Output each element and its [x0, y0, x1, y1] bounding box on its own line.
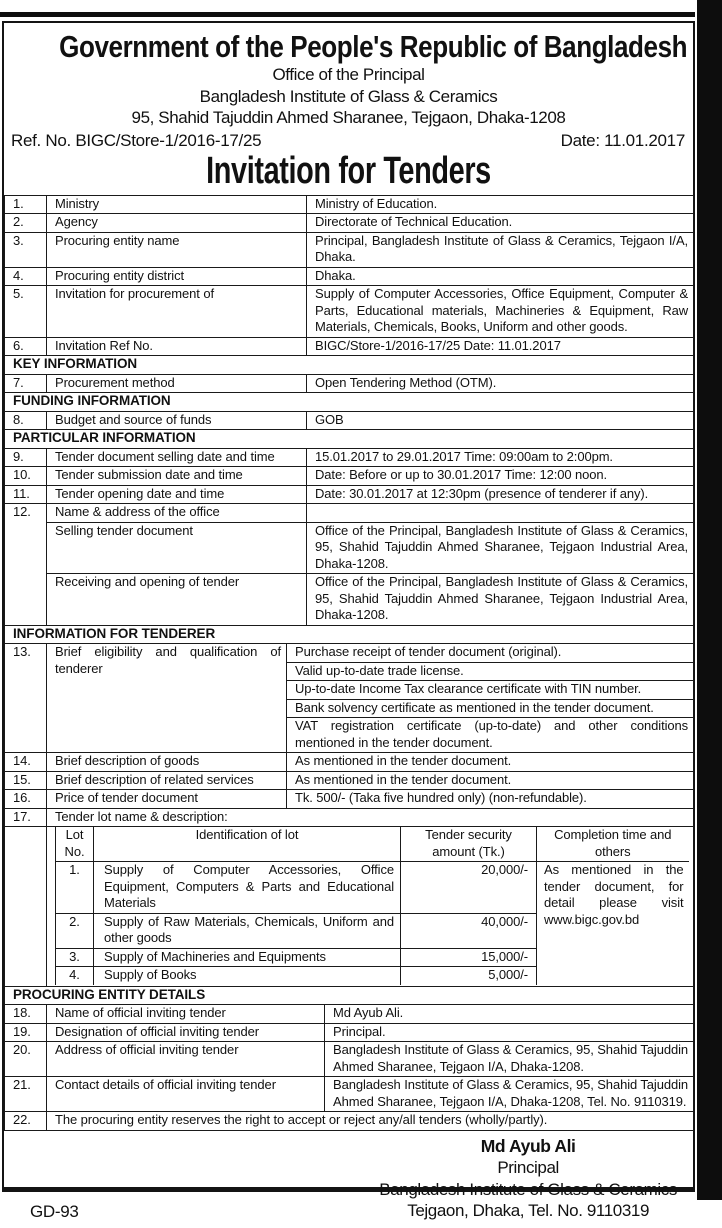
table-row: [5, 267, 694, 286]
table-subrow: [5, 522, 694, 574]
table-row: [5, 504, 694, 523]
section-row: [5, 986, 694, 1005]
lot-completion-note: As mentioned in the tender document, for detail please visit www.bigc.gov.bd: [537, 862, 689, 985]
lot-number: 3.: [56, 948, 94, 967]
row-number: 8.: [5, 411, 47, 430]
row-value: Bangladesh Institute of Glass & Ceramics, 95, Shahid Tajuddin Ahmed Sharanee, Tejgaon I/A, Dhaka-1208.: [325, 1042, 694, 1077]
row-value: Office of the Principal, Bangladesh Institute of Glass & Ceramics, 95, Shahid Tajuddin Ahmed Sharanee, Tejgaon Industrial Area, Dhaka-1208.: [307, 574, 694, 626]
lot-number: 1.: [56, 862, 94, 914]
table-row: [5, 771, 694, 790]
signatory-name: Md Ayub Ali: [480, 1135, 576, 1156]
section-row: [5, 356, 694, 375]
lot-col-header-identification: Identification of lot: [94, 827, 401, 862]
ref-date-line: [4, 129, 693, 151]
row-label: Procuring entity name: [47, 232, 307, 267]
section-header-key-information: KEY INFORMATION: [5, 356, 694, 375]
table-row: [5, 790, 694, 809]
row-label: Brief description of related services: [47, 771, 287, 790]
row-value-empty: [307, 504, 694, 523]
address-line: 95, Shahid Tajuddin Ahmed Sharanee, Tejgaon, Dhaka-1208: [131, 108, 566, 127]
lot-security-amount: 15,000/-: [401, 948, 537, 967]
table-row: [5, 808, 694, 827]
row-value: Principal, Bangladesh Institute of Glass & Ceramics, Tejgaon I/A, Dhaka.: [307, 232, 694, 267]
row-label: Procurement method: [47, 374, 307, 393]
tender-notice-page: [2, 21, 695, 1221]
right-margin-bar: [697, 0, 722, 1200]
table-row: [5, 232, 694, 267]
row-value: Md Ayub Ali.: [325, 1005, 694, 1024]
row-label: Price of tender document: [47, 790, 287, 809]
table-row: [5, 1112, 694, 1131]
lot-col-header-security: Tender security amount (Tk.): [401, 827, 537, 862]
row-number: 21.: [5, 1077, 47, 1112]
row-number: 16.: [5, 790, 47, 809]
lot-gap-cell: [5, 827, 47, 987]
row-number: 19.: [5, 1023, 47, 1042]
table-row: [5, 467, 694, 486]
row-label: Contact details of official inviting tender: [47, 1077, 325, 1112]
table-row: [5, 753, 694, 772]
table-row: [5, 485, 694, 504]
row-value: Ministry of Education.: [307, 195, 694, 214]
lot-header-row: [56, 827, 689, 862]
section-header-particular-information: PARTICULAR INFORMATION: [5, 430, 694, 449]
row-label: Tender lot name & description:: [47, 808, 694, 827]
row-value: Tk. 500/- (Taka five hundred only) (non-refundable).: [287, 790, 694, 809]
row-value: As mentioned in the tender document.: [287, 753, 694, 772]
row-number: 15.: [5, 771, 47, 790]
row-number: 17.: [5, 808, 47, 827]
tender-details-table: [4, 195, 694, 1131]
signature-block: [379, 1136, 677, 1222]
row-value: Bangladesh Institute of Glass & Ceramics, 95, Shahid Tajuddin Ahmed Sharanee, Tejgaon I/A, Dhaka-1208, Tel. No. 9110319.: [325, 1077, 694, 1112]
row-label: Name & address of the office: [47, 504, 307, 523]
section-row: [5, 430, 694, 449]
row-label: Tender submission date and time: [47, 467, 307, 486]
row-number: 9.: [5, 448, 47, 467]
footer: [4, 1136, 693, 1228]
row-number: 11.: [5, 485, 47, 504]
row-value: Open Tendering Method (OTM).: [307, 374, 694, 393]
row-value: As mentioned in the tender document.: [287, 771, 694, 790]
row-label: Procuring entity district: [47, 267, 307, 286]
row-number: 12.: [5, 504, 47, 626]
lot-table-row: [5, 827, 694, 987]
table-row: [5, 214, 694, 233]
row-value: BIGC/Store-1/2016-17/25 Date: 11.01.2017: [307, 337, 694, 356]
table-subrow: [5, 574, 694, 626]
gd-code: GD-93: [30, 1201, 79, 1221]
signatory-designation: Principal: [497, 1158, 559, 1177]
section-header-funding-information: FUNDING INFORMATION: [5, 393, 694, 412]
table-row: [5, 411, 694, 430]
eligibility-item: Valid up-to-date trade license.: [287, 662, 694, 681]
eligibility-item: Purchase receipt of tender document (original).: [287, 644, 694, 663]
lot-description: Supply of Books: [94, 967, 401, 985]
ref-no: Ref. No. BIGC/Store-1/2016-17/25: [11, 130, 262, 150]
lot-number: 2.: [56, 913, 94, 948]
table-row: [5, 374, 694, 393]
row-value: Directorate of Technical Education.: [307, 214, 694, 233]
row-number: 20.: [5, 1042, 47, 1077]
lot-number: 4.: [56, 967, 94, 985]
row-label: Name of official inviting tender: [47, 1005, 325, 1024]
lot-row: [56, 862, 689, 914]
row-value: Dhaka.: [307, 267, 694, 286]
row-statement: The procuring entity reserves the right to accept or reject any/all tenders (wholly/partly).: [47, 1112, 694, 1131]
row-label: Budget and source of funds: [47, 411, 307, 430]
table-row: [5, 1023, 694, 1042]
row-value: GOB: [307, 411, 694, 430]
section-row: [5, 393, 694, 412]
lot-col-header-completion: Completion time and others: [537, 827, 689, 862]
signatory-organization: Bangladesh Institute of Glass & Ceramics: [379, 1179, 677, 1199]
lot-security-amount: 20,000/-: [401, 862, 537, 914]
eligibility-item: VAT registration certificate (up-to-date) and other conditions mentioned in the tender document.: [287, 718, 694, 753]
section-header-information-for-tenderer: INFORMATION FOR TENDERER: [5, 625, 694, 644]
top-rule: [0, 12, 695, 17]
row-label: Address of official inviting tender: [47, 1042, 325, 1077]
masthead: [4, 30, 693, 192]
row-number: 6.: [5, 337, 47, 356]
row-number: 4.: [5, 267, 47, 286]
row-number: 22.: [5, 1112, 47, 1131]
row-label: Selling tender document: [47, 522, 307, 574]
table-row: [5, 286, 694, 338]
row-number: 7.: [5, 374, 47, 393]
lot-description: Supply of Computer Accessories, Office Equipment, Computers & Parts and Educational Materials: [94, 862, 401, 914]
row-number: 5.: [5, 286, 47, 338]
office-line: Office of the Principal: [272, 65, 425, 84]
lot-table: [55, 827, 689, 985]
table-row: [5, 337, 694, 356]
institute-line: Bangladesh Institute of Glass & Ceramics: [199, 86, 498, 106]
row-label: Invitation Ref No.: [47, 337, 307, 356]
section-header-procuring-entity-details: PROCURING ENTITY DETAILS: [5, 986, 694, 1005]
row-label: Ministry: [47, 195, 307, 214]
eligibility-item: Up-to-date Income Tax clearance certificate with TIN number.: [287, 681, 694, 700]
government-title: Government of the People's Republic of Bangladesh: [59, 29, 688, 64]
row-value: Date: 30.01.2017 at 12:30pm (presence of tenderer if any).: [307, 485, 694, 504]
row-number: 18.: [5, 1005, 47, 1024]
lot-col-header-lot-no: Lot No.: [56, 827, 94, 862]
row-label: Brief description of goods: [47, 753, 287, 772]
row-label: Brief eligibility and qualification of tenderer: [47, 644, 287, 753]
row-number: 14.: [5, 753, 47, 772]
row-label: Designation of official inviting tender: [47, 1023, 325, 1042]
row-number: 13.: [5, 644, 47, 753]
table-row: [5, 448, 694, 467]
eligibility-item: Bank solvency certificate as mentioned in the tender document.: [287, 699, 694, 718]
lot-table-cell: [47, 827, 694, 987]
lot-security-amount: 40,000/-: [401, 913, 537, 948]
row-value: Supply of Computer Accessories, Office Equipment, Computer & Parts, Educational materials, Machineries & Equipment, Raw Materials, Chemicals, Books, Uniform and other goods.: [307, 286, 694, 338]
table-row: [5, 1042, 694, 1077]
row-label: Tender document selling date and time: [47, 448, 307, 467]
row-label: Receiving and opening of tender: [47, 574, 307, 626]
row-value: Office of the Principal, Bangladesh Institute of Glass & Ceramics, 95, Shahid Tajuddin Ahmed Sharanee, Tejgaon Industrial Area, Dhaka-1208.: [307, 522, 694, 574]
lot-description: Supply of Raw Materials, Chemicals, Uniform and other goods: [94, 913, 401, 948]
row-label: Invitation for procurement of: [47, 286, 307, 338]
lot-description: Supply of Machineries and Equipments: [94, 948, 401, 967]
row-value: Date: Before or up to 30.01.2017 Time: 12:00 noon.: [307, 467, 694, 486]
table-row: [5, 1077, 694, 1112]
row-label: Tender opening date and time: [47, 485, 307, 504]
row-value: 15.01.2017 to 29.01.2017 Time: 09:00am to 2:00pm.: [307, 448, 694, 467]
table-row: [5, 644, 694, 663]
lot-security-amount: 5,000/-: [401, 967, 537, 985]
section-row: [5, 625, 694, 644]
date: Date: 11.01.2017: [560, 130, 685, 150]
row-number: 10.: [5, 467, 47, 486]
row-value: Principal.: [325, 1023, 694, 1042]
document-title: Invitation for Tenders: [206, 149, 491, 192]
table-row: [5, 1005, 694, 1024]
signatory-address: Tejgaon, Dhaka, Tel. No. 9110319: [407, 1201, 650, 1220]
row-number: 1.: [5, 195, 47, 214]
row-label: Agency: [47, 214, 307, 233]
row-number: 2.: [5, 214, 47, 233]
row-number: 3.: [5, 232, 47, 267]
table-row: [5, 195, 694, 214]
